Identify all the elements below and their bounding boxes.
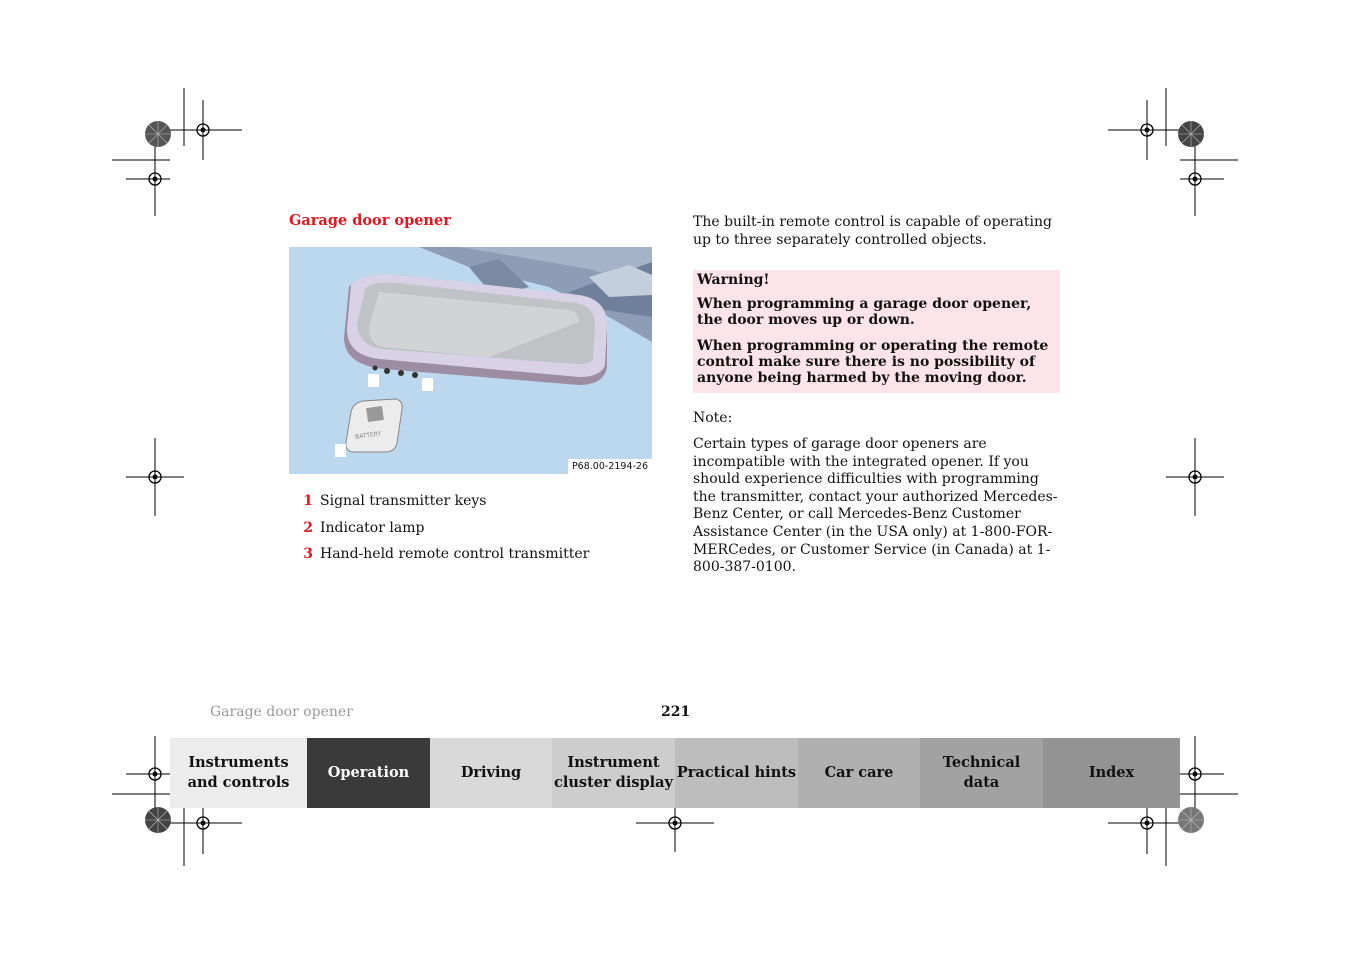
callout-1 bbox=[368, 374, 379, 387]
chapter-navigation bbox=[170, 738, 1180, 808]
legend-number: 2 bbox=[303, 519, 313, 536]
tab-index[interactable] bbox=[1043, 738, 1180, 808]
legend-item bbox=[289, 488, 659, 515]
callout-2 bbox=[422, 378, 433, 391]
tab-label: Index bbox=[1088, 764, 1135, 781]
mirror-illustration bbox=[289, 247, 652, 474]
tab-label: cluster display bbox=[554, 774, 673, 791]
tab-car-care[interactable] bbox=[798, 738, 920, 808]
section-title: Garage door opener bbox=[289, 212, 451, 229]
tab-label: Instrument bbox=[567, 754, 660, 771]
tab-label: data bbox=[963, 774, 1000, 791]
legend-text: Indicator lamp bbox=[320, 519, 425, 536]
legend-item bbox=[289, 541, 659, 568]
warning-title: Warning! bbox=[697, 272, 770, 288]
tab-label: Operation bbox=[327, 764, 410, 781]
tab-practical-hints[interactable] bbox=[675, 738, 798, 808]
tab-driving[interactable] bbox=[430, 738, 552, 808]
tab-instrument-cluster-display[interactable] bbox=[552, 738, 675, 808]
tab-label: Technical bbox=[942, 754, 1021, 771]
tab-instruments-and-controls[interactable] bbox=[170, 738, 307, 808]
intro-paragraph: The built-in remote control is capable of operating up to three separately controlled objects. bbox=[693, 214, 1052, 248]
mirror-figure bbox=[289, 247, 652, 474]
figure-code: P68.00-2194-26 bbox=[568, 459, 652, 474]
tab-label: Car care bbox=[824, 764, 894, 781]
note-text: Certain types of garage door openers are incompatible with the integrated opener. If you should experience difficulties with programming the transmitter, contact your authorized Mercedes-Benz Center, or call Mercedes-Benz Customer Assistance Center (in the USA only) at 1-800-FOR-MERCedes, or Customer Service (in Canada) at 1-800-387-0100. bbox=[693, 436, 1058, 576]
legend-number: 3 bbox=[303, 546, 313, 562]
tab-technical-data[interactable] bbox=[920, 738, 1043, 808]
legend-text: Signal transmitter keys bbox=[320, 493, 487, 509]
tab-label: Instruments bbox=[188, 754, 289, 771]
tab-label: Driving bbox=[460, 764, 522, 781]
warning-paragraph: When programming a garage door opener, the door moves up or down. bbox=[697, 296, 1032, 328]
footer-section-label: Garage door opener bbox=[210, 704, 353, 720]
tab-label: Practical hints bbox=[676, 764, 797, 781]
legend-text: Hand-held remote control transmitter bbox=[320, 546, 590, 562]
warning-paragraph: When programming or operating the remote control make sure there is no possibility of anyone being harmed by the moving door. bbox=[697, 338, 1049, 386]
legend-number: 1 bbox=[303, 493, 313, 509]
callout-3 bbox=[335, 444, 346, 457]
note-label: Note: bbox=[693, 410, 733, 426]
figure-legend bbox=[289, 488, 659, 568]
battery-label: BATTERY bbox=[354, 430, 382, 441]
tab-label: and controls bbox=[187, 774, 290, 791]
legend-item bbox=[289, 515, 659, 542]
tab-operation[interactable] bbox=[307, 738, 430, 808]
page-number: 221 bbox=[661, 704, 691, 720]
warning-box bbox=[693, 270, 1060, 393]
